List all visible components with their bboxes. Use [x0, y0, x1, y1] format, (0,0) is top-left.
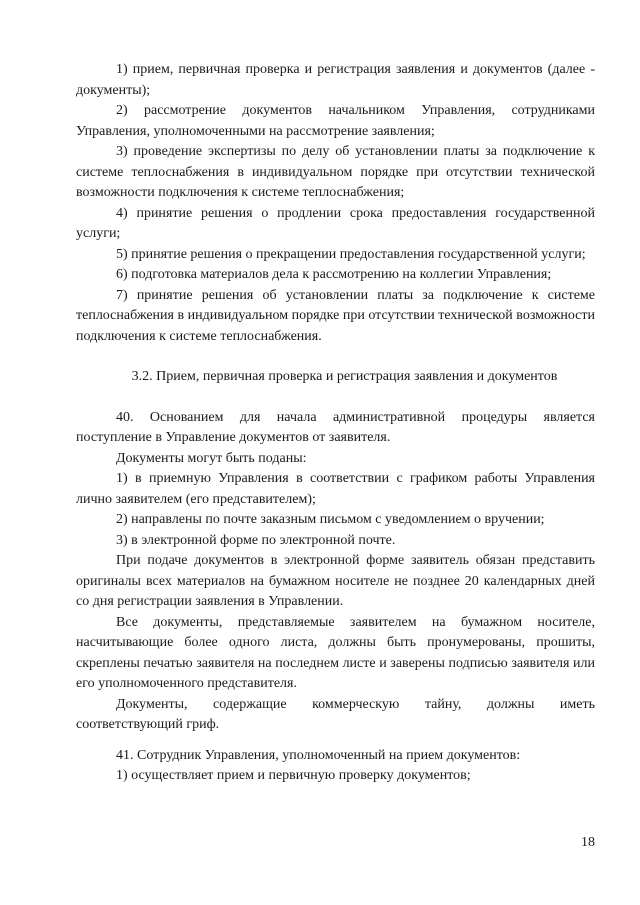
- spacer: [76, 347, 595, 367]
- list-item: 3) проведение экспертизы по делу об установлении платы за подключение к системе теплоснабжения в индивидуальном порядке при отсутствии технической возможности подключения к системе теплоснабжения;: [76, 144, 595, 200]
- list-item: 5) принятие решения о прекращении предоставления государственной услуги;: [116, 246, 586, 262]
- paragraph: 41. Сотрудник Управления, уполномоченный на прием документов:: [116, 747, 521, 763]
- section-heading: 3.2. Прием, первичная проверка и регистрация заявления и документов: [131, 369, 558, 384]
- paragraph: 3) в электронной форме по электронной почте.: [116, 532, 396, 548]
- paragraph: Все документы, представляемые заявителем на бумажном носителе, насчитывающие более одного листа, должны быть пронумерованы, прошиты, скреплены печатью заявителя на последнем листе и заверены подписью заявителя или его уполномоченного представителя.: [76, 614, 595, 691]
- list-item: 6) подготовка материалов дела к рассмотрению на коллегии Управления;: [116, 267, 552, 282]
- paragraph: 1) осуществляет прием и первичную проверку документов;: [116, 768, 471, 783]
- paragraph: Документы, содержащие коммерческую тайну, должны иметь соответствующий гриф.: [76, 696, 595, 732]
- list-item: 2) рассмотрение документов начальником Управления, сотрудниками Управления, уполномоченными на рассмотрение заявления;: [76, 103, 595, 139]
- paragraph: 2) направлены по почте заказным письмом с уведомлением о вручении;: [116, 512, 545, 527]
- paragraph: Документы могут быть поданы:: [116, 450, 307, 466]
- list-item: 7) принятие решения об установлении платы за подключение к системе теплоснабжения в индивидуальном порядке при отсутствии технической возможности подключения к системе теплоснабжения.: [76, 287, 595, 344]
- list-item: 4) принятие решения о продлении срока предоставления государственной услуги;: [76, 205, 595, 241]
- paragraph: При подаче документов в электронной форме заявитель обязан представить оригиналы всех материалов на бумажном носителе не позднее 20 календарных дней со дня регистрации заявления в Управлении.: [76, 553, 595, 609]
- paragraph: 40. Основанием для начала административной процедуры является поступление в Управление документов от заявителя.: [76, 409, 595, 445]
- spacer: [76, 388, 595, 408]
- page-number: 18: [581, 835, 595, 850]
- spacer: [76, 736, 595, 746]
- document-body: [76, 60, 595, 787]
- list-item: 1) прием, первичная проверка и регистрация заявления и документов (далее - документы);: [76, 62, 595, 98]
- paragraph: 1) в приемную Управления в соответствии с графиком работы Управления лично заявителем (его представителем);: [76, 471, 595, 507]
